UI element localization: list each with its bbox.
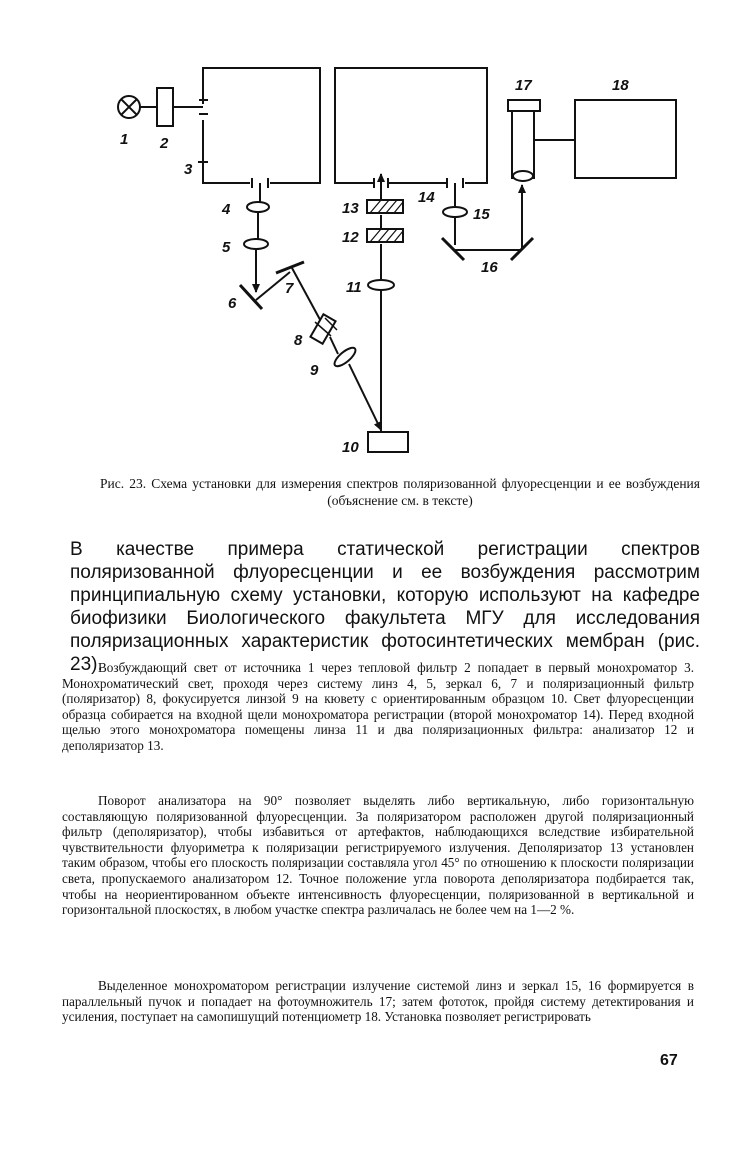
label-11: 11 xyxy=(346,279,362,296)
mirror-7 xyxy=(276,262,304,273)
label-18: 18 xyxy=(612,77,629,94)
label-7: 7 xyxy=(285,280,294,297)
label-13: 13 xyxy=(342,200,359,217)
label-3: 3 xyxy=(184,161,193,178)
lens-4 xyxy=(247,202,269,212)
lens-5 xyxy=(244,239,268,249)
label-6: 6 xyxy=(228,295,237,312)
label-1: 1 xyxy=(120,131,129,148)
label-12: 12 xyxy=(342,229,359,246)
lead-paragraph: В качестве примера статической регистрации спектров поляризованной флуоресценции и ее возбуждения рассмотрим принципиальную схему установки, которую используют на кафедре биофизики Биологического факультета МГУ для исследования поляризационных характеристик фотосинтетических мембран (рис. 23). xyxy=(70,539,700,675)
paragraph-3: Выделенное монохроматором регистрации излучение системой линз и зеркал 15, 16 формируется в параллельный пучок и попадает на фотоумножитель 17; затем фототок, пройдя систему детектирования и усиления, поступает на самопишущий потенциометр 18. Установка позволяет регистрировать xyxy=(62,978,694,1025)
setup-diagram xyxy=(0,0,754,470)
figure-caption: Рис. 23. Схема установки для измерения спектров поляризованной флуоресценции и ее возбуждения (объяснение см. в тексте) xyxy=(100,476,700,508)
label-8: 8 xyxy=(294,332,303,349)
label-15: 15 xyxy=(473,206,490,223)
lens-15 xyxy=(443,207,467,217)
label-9: 9 xyxy=(310,362,319,379)
lens-11 xyxy=(368,280,394,290)
label-4: 4 xyxy=(222,201,231,218)
light-source-icon xyxy=(118,96,140,118)
heat-filter xyxy=(157,88,173,126)
label-14: 14 xyxy=(418,189,435,206)
photomultiplier-17 xyxy=(508,100,540,111)
label-2: 2 xyxy=(160,135,169,152)
label-5: 5 xyxy=(222,239,231,256)
label-10: 10 xyxy=(342,439,359,456)
monochromator-1 xyxy=(203,68,320,183)
sample-cuvette-10 xyxy=(368,432,408,452)
paragraph-1: Возбуждающий свет от источника 1 через тепловой фильтр 2 попадает в первый монохроматор 3. Монохроматический свет, проходя через систему линз 4, 5, зеркал 6, 7 и поляризационный фильтр (поляризатор) 8, фокусируется линзой 9 на кювету с ориентированным образцом 10. Свет флуоресценции образца собирается на входной щели монохроматора регистрации (второй монохроматор 14). Перед входной щелью этого монохроматора помещены линза 11 и два поляризационных фильтра: анализатор 12 и деполяризатор 13. xyxy=(62,660,694,753)
paragraph-2: Поворот анализатора на 90° позволяет выделять либо вертикальную, либо горизонтальную составляющую поляризованной флуоресценции. За поляризатором расположен другой поляризационный фильтр (деполяризатор), чтобы избавиться от артефактов, наблюдающихся вследствие избирательной чувствительности флуориметра к поляризации регистрируемого излучения. Деполяризатор 13 установлен таким образом, чтобы его плоскость поляризации составляла угол 45° по отношению к плоскости поляризации света, пропускаемого анализатором 12. Точное положение угла поворота деполяризатора подбирается так, чтобы на неориентированном объекте интенсивность флуоресценции, поляризованной в вертикальной и горизонтальной плоскостях, в любом участке спектра различалась не более чем на 1—2 %. xyxy=(62,793,694,918)
label-17: 17 xyxy=(515,77,532,94)
monochromator-2 xyxy=(335,68,487,183)
label-16: 16 xyxy=(481,259,498,276)
page-number: 67 xyxy=(660,1052,678,1069)
recorder-18 xyxy=(575,100,676,178)
